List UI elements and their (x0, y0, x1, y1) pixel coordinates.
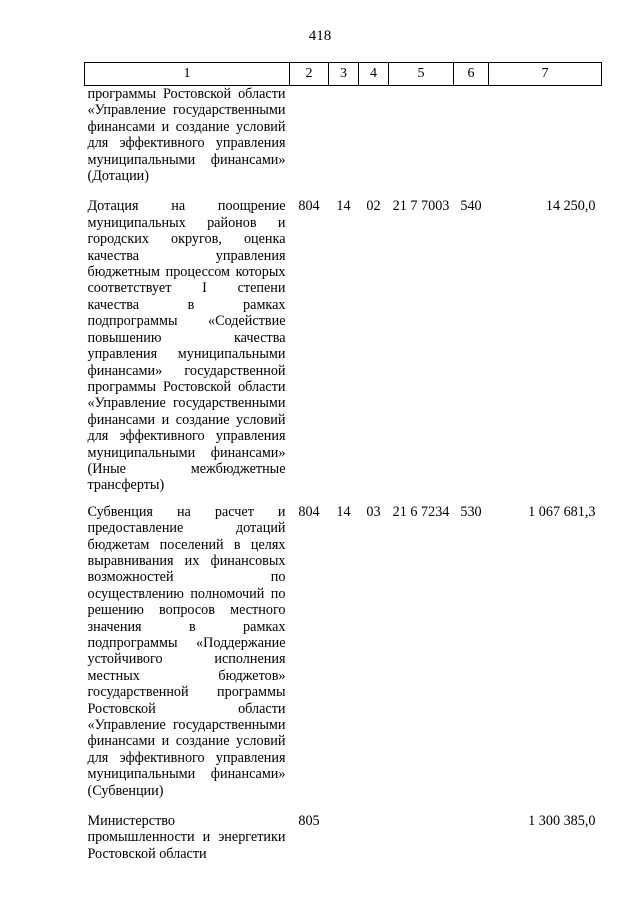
row-name: программы Ростовской области «Управление государственными финансами и создание условий для эффективного управления муниципальными финансами» (Дотации) (87, 86, 286, 185)
row-name: Субвенция на расчет и предоставление дотаций бюджетам поселений в целях выравнивания их финансовых возможностей по осуществлению полномочий по решению вопросов местного значения в рамках подпрограммы «Поддержание устойчивого исполнения местных бюджетов» государственной программы Ростовской области «Управление государственными финансами и создание условий для эффективного управления муниципальными финансами» (Субвенции) (87, 503, 286, 799)
header-col-5: 5 (389, 63, 454, 86)
row-name: Дотация на поощрение муниципальных районов и городских округов, оценка качества управления бюджетным процессом которых соответствует I степени качества в рамках подпрограммы «Содействие повышению качества управления муниципальными финансами» государственной программы Ростовской области «Управление государственными финансами и создание условий для эффективного управления муниципальными финансами» (Иные межбюджетные трансферты) (87, 198, 286, 494)
table-row (85, 813, 602, 862)
row-code: 805 (298, 813, 320, 830)
row-section (329, 813, 359, 862)
header-row (85, 63, 602, 86)
row-target (389, 813, 454, 862)
table-row (85, 504, 602, 813)
row-name: Министерство промышленности и энергетики Ростовской области (87, 813, 286, 862)
header-col-7: 7 (489, 63, 602, 86)
row-type (454, 86, 489, 199)
row-code: 804 (298, 198, 320, 215)
row-section: 14 (336, 198, 351, 215)
header-col-3: 3 (329, 63, 359, 86)
row-section (329, 86, 359, 199)
header-col-1: 1 (85, 63, 290, 86)
header-col-6: 6 (454, 63, 489, 86)
row-code (290, 86, 329, 199)
row-type: 540 (460, 198, 482, 215)
row-amount: 1 067 681,3 (528, 503, 596, 520)
row-target: 21 7 7003 (392, 198, 450, 215)
row-type (454, 813, 489, 862)
row-amount (489, 86, 602, 199)
row-subsection (359, 813, 389, 862)
header-col-2: 2 (290, 63, 329, 86)
row-amount: 1 300 385,0 (528, 813, 596, 830)
row-subsection (359, 86, 389, 199)
row-target (389, 86, 454, 199)
row-target: 21 6 7234 (392, 503, 450, 520)
table-row (85, 86, 602, 199)
row-amount: 14 250,0 (545, 198, 596, 215)
row-code: 804 (298, 503, 320, 520)
page-number: 418 (308, 28, 332, 44)
header-col-4: 4 (359, 63, 389, 86)
row-subsection: 03 (366, 503, 381, 520)
budget-table (84, 62, 602, 862)
row-type: 530 (460, 503, 482, 520)
table-header (85, 63, 602, 86)
table-row (85, 198, 602, 503)
row-section: 14 (336, 503, 351, 520)
row-subsection: 02 (366, 198, 381, 215)
